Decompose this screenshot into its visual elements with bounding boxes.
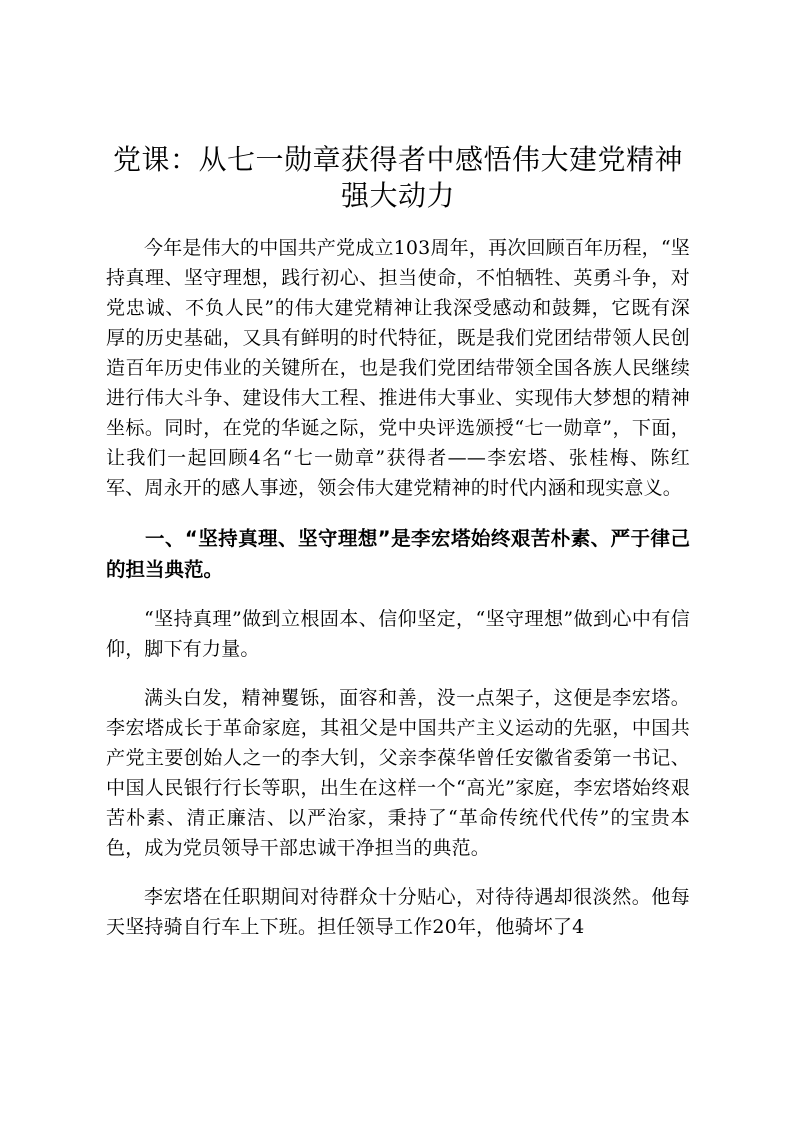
document-title <box>106 142 690 214</box>
intro-paragraph: 今年是伟大的中国共产党成立103周年，再次回顾百年历程，“坚持真理、坚守理想，践行初心、担当使命，不怕牺牲、英勇斗争，对党忠诚、不负人民”的伟大建党精神让我深受感动和鼓舞，它既有深厚的历史基础，又具有鲜明的时代特征，既是我们党团结带领人民创造百年历史伟业的关键所在，也是我们党团结带领全国各族人民继续进行伟大斗争、建设伟大工程、推进伟大事业、实现伟大梦想的精神坐标。同时，在党的华诞之际，党中央评选颁授“七一勋章”，下面，让我们一起回顾4名“七一勋章”获得者——李宏塔、张桂梅、陈红军、周永开的感人事迹，领会伟大建党精神的时代内涵和现实意义。 <box>106 237 690 499</box>
section-1-paragraph-3: 李宏塔在任职期间对待群众十分贴心，对待待遇却很淡然。他每天坚持骑自行车上下班。担任领导工作20年，他骑坏了4 <box>106 886 690 938</box>
document-body <box>106 233 690 942</box>
section-1-heading: 一、“坚持真理、坚守理想”是李宏塔始终艰苦朴素、严于律己的担当典范。 <box>106 527 690 581</box>
title-line-2: 强大动力 <box>340 179 455 212</box>
section-1-paragraph-1: “坚持真理”做到立根固本、信仰坚定，“坚守理想”做到心中有信仰，脚下有力量。 <box>106 608 690 660</box>
section-1-paragraph-2: 满头白发，精神矍铄，面容和善，没一点架子，这便是李宏塔。李宏塔成长于革命家庭，其祖父是中国共产主义运动的先驱，中国共产党主要创始人之一的李大钊，父亲李葆华曾任安徽省委第一书记、中国人民银行行长等职，出生在这样一个“高光”家庭，李宏塔始终艰苦朴素、清正廉洁、以严治家，秉持了“革命传统代代传”的宝贵本色，成为党员领导干部忠诚干净担当的典范。 <box>106 687 690 859</box>
title-line-1: 党课：从七一勋章获得者中感悟伟大建党精神 <box>112 143 683 176</box>
document-page <box>106 142 690 942</box>
